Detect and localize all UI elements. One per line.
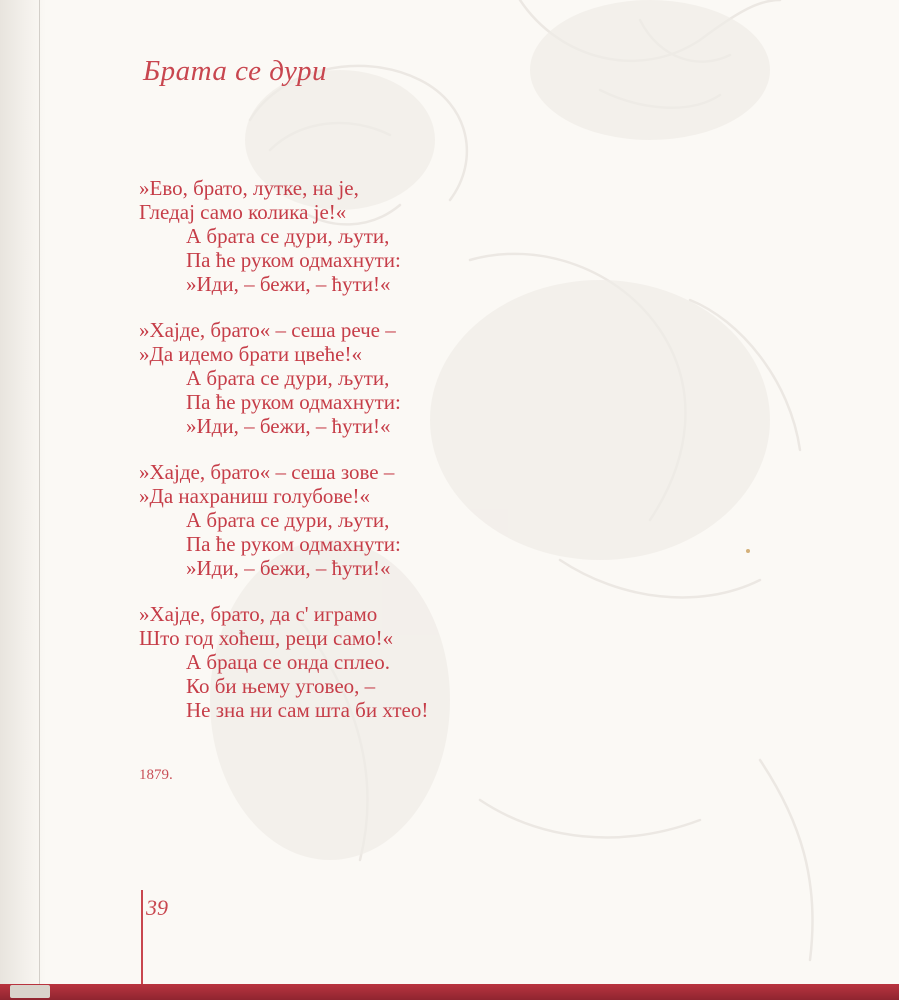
poem-year: 1879. — [139, 767, 173, 783]
poem-line: »Иди, – бежи, – ћути!« — [186, 414, 391, 438]
poem-line: »Да нахраниш голубове!« — [139, 484, 370, 508]
poem-line: »Да идемо брати цвеће!« — [139, 342, 362, 366]
stanza — [139, 460, 428, 580]
stanza — [139, 176, 428, 296]
poem-line: Што год хоћеш, реци само!« — [139, 626, 394, 650]
poem-line: »Хајде, брато, да с' играмо — [139, 602, 378, 626]
poem-line: Па ће руком одмахнути: — [186, 390, 401, 414]
page-number: 39 — [146, 895, 168, 920]
poem-line: А браца се онда сплео. — [186, 650, 390, 674]
poem-line: Па ће руком одмахнути: — [186, 248, 401, 272]
poem-line: Па ће руком одмахнути: — [186, 532, 401, 556]
stanza — [139, 602, 428, 722]
binding-tape — [10, 985, 50, 998]
poem-line: А брата се дури, љути, — [186, 224, 390, 248]
poem-line: »Иди, – бежи, – ћути!« — [186, 556, 391, 580]
poem-line: »Хајде, брато« – сеша рече – — [139, 318, 396, 342]
stanza — [139, 318, 428, 438]
poem-line: Гледај само колика је!« — [139, 200, 347, 224]
poem-body — [139, 176, 428, 744]
cover-edge-strip — [0, 984, 899, 1000]
poem-line: »Хајде, брато« – сеша зове – — [139, 460, 395, 484]
poem-line: »Ево, брато, лутке, на је, — [139, 176, 359, 200]
page-number-rule — [141, 890, 143, 986]
poem-title: Брата се дури — [143, 55, 328, 87]
poem-line: »Иди, – бежи, – ћути!« — [186, 272, 391, 296]
poem-line: Не зна ни сам шта би хтео! — [186, 698, 429, 722]
poem-line: А брата се дури, љути, — [186, 366, 390, 390]
poem-line: Ко би њему уговео, – — [186, 674, 376, 698]
poem-line: А брата се дури, љути, — [186, 508, 390, 532]
